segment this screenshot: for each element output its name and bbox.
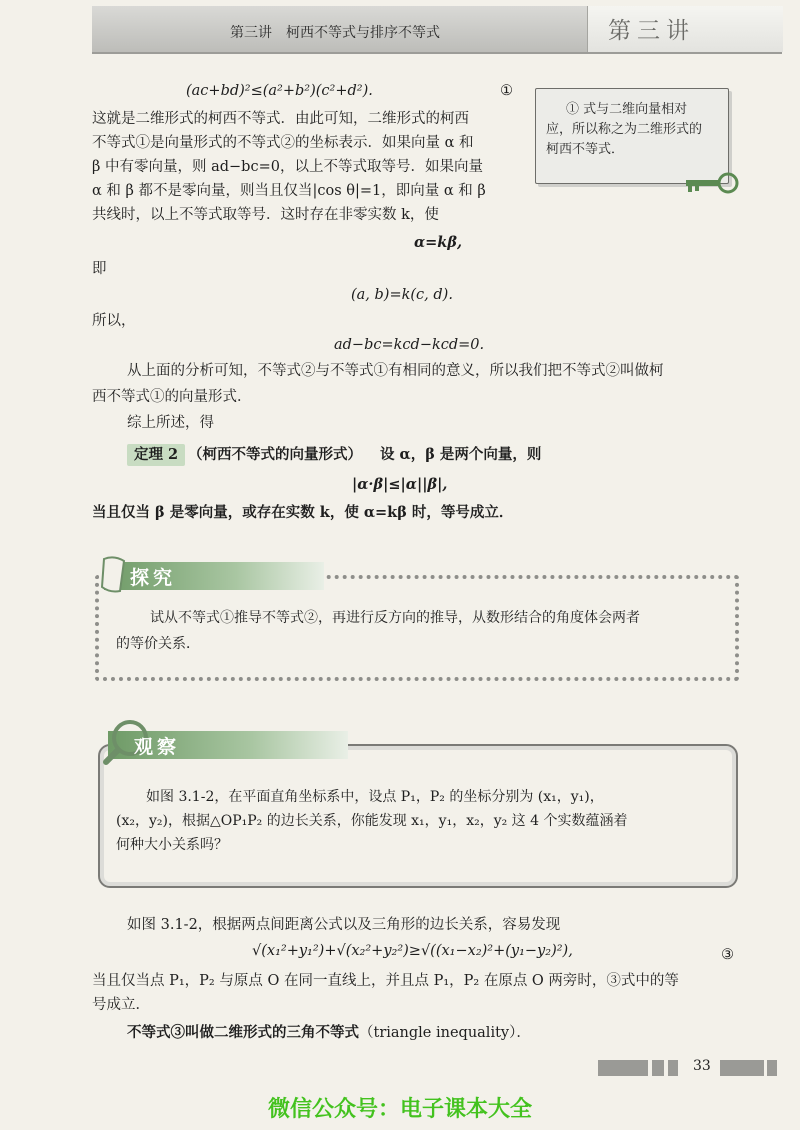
body-line <box>127 1026 531 1041</box>
body-line: 西不等式①的向量形式． <box>92 389 252 405</box>
body-line: 不等式①是向量形式的不等式②的坐标表示．如果向量 α 和 <box>92 135 474 151</box>
body-line: 当且仅当点 P₁，P₂ 与原点 O 在同一直线上，并且点 P₁，P₂ 在原点 O 两旁时，③式中的等 <box>92 973 679 989</box>
scroll-icon <box>100 555 128 595</box>
side-note-line: ① 式与二维向量相对 <box>566 102 688 117</box>
body-line: 号成立． <box>92 997 150 1013</box>
key-icon <box>684 170 739 196</box>
ji-text: 即 <box>92 261 107 277</box>
formula-tag-3: ③ <box>721 947 734 963</box>
explore-line: 试从不等式①推导不等式②，再进行反方向的推导，从数形结合的角度体会两者 <box>150 610 640 626</box>
body-line: 从上面的分析可知，不等式②与不等式①有相同的意义，所以我们把不等式②叫做柯 <box>127 363 664 379</box>
triangle-inequality-name: 不等式③叫做二维形式的三角不等式 <box>127 1024 359 1041</box>
ad-bc-equation: ad−bc=kcd−kcd=0. <box>334 337 485 353</box>
side-note-line: 柯西不等式． <box>546 142 625 157</box>
page-number: 33 <box>693 1058 711 1074</box>
observe-line: 何种大小关系吗？ <box>116 837 228 853</box>
body-line: 共线时，以上不等式取等号．这时存在非零实数 k，使 <box>92 207 439 223</box>
side-note-line: 应，所以称之为二维形式的 <box>546 122 703 137</box>
theorem-title: （柯西不等式的向量形式） <box>188 446 362 463</box>
observe-badge-label: 观察 <box>134 736 181 758</box>
explore-line: 的等价关系． <box>116 636 200 652</box>
observe-line: 如图 3.1-2，在平面直角坐标系中，设点 P₁，P₂ 的坐标分别为 (x₁，y₁)， <box>146 789 604 805</box>
footer-bar <box>767 1060 777 1076</box>
body-line: 如图 3.1-2，根据两点间距离公式以及三角形的边长关系，容易发现 <box>127 917 561 933</box>
observe-line: (x₂，y₂)，根据△OP₁P₂ 的边长关系，你能发现 x₁，y₁，x₂，y₂ 这 4 个实数蕴涵着 <box>116 813 628 829</box>
body-line: 这就是二维形式的柯西不等式．由此可知，二维形式的柯西 <box>92 111 469 127</box>
theorem-label: 定理 2 <box>134 446 179 463</box>
triangle-inequality-english: （triangle inequality）． <box>359 1025 531 1041</box>
alpha-k-beta-formula: α=kβ, <box>414 234 463 251</box>
pair-equation: (a, b)=k(c, d). <box>351 287 453 303</box>
cauchy-inequality-formula: (ac+bd)²≤(a²+b²)(c²+d²). <box>186 83 373 99</box>
footer-bar <box>668 1060 678 1076</box>
theorem-condition: 当且仅当 β 是零向量，或存在实数 k，使 α=kβ 时，等号成立． <box>92 504 514 521</box>
footer-bar <box>598 1060 648 1076</box>
summary-text: 综上所述，得 <box>127 415 214 431</box>
suoyi-text: 所以， <box>92 313 136 329</box>
header-tab-label: 第三讲 <box>608 18 695 44</box>
vector-form-inequality: |α·β|≤|α||β|, <box>352 476 448 493</box>
footer-bar <box>720 1060 764 1076</box>
explore-box <box>95 575 739 681</box>
explore-badge-label: 探究 <box>130 567 177 589</box>
body-line: α 和 β 都不是零向量，则当且仅当|cos θ|=1，即向量 α 和 β <box>92 183 486 199</box>
lecture-title: 第三讲 柯西不等式与排序不等式 <box>230 25 440 41</box>
body-line: β 中有零向量，则 ad−bc=0，以上不等式取等号．如果向量 <box>92 159 483 175</box>
watermark-text: 微信公众号：电子课本大全 <box>267 1097 532 1122</box>
theorem-statement: 设 α，β 是两个向量，则 <box>380 446 542 463</box>
footer-bar <box>652 1060 664 1076</box>
formula-tag-1: ① <box>500 83 513 99</box>
side-note-text <box>546 100 724 160</box>
triangle-inequality-formula: √(x₁²+y₁²)+√(x₂²+y₂²)≥√((x₁−x₂)²+(y₁−y₂)²), <box>252 943 573 959</box>
